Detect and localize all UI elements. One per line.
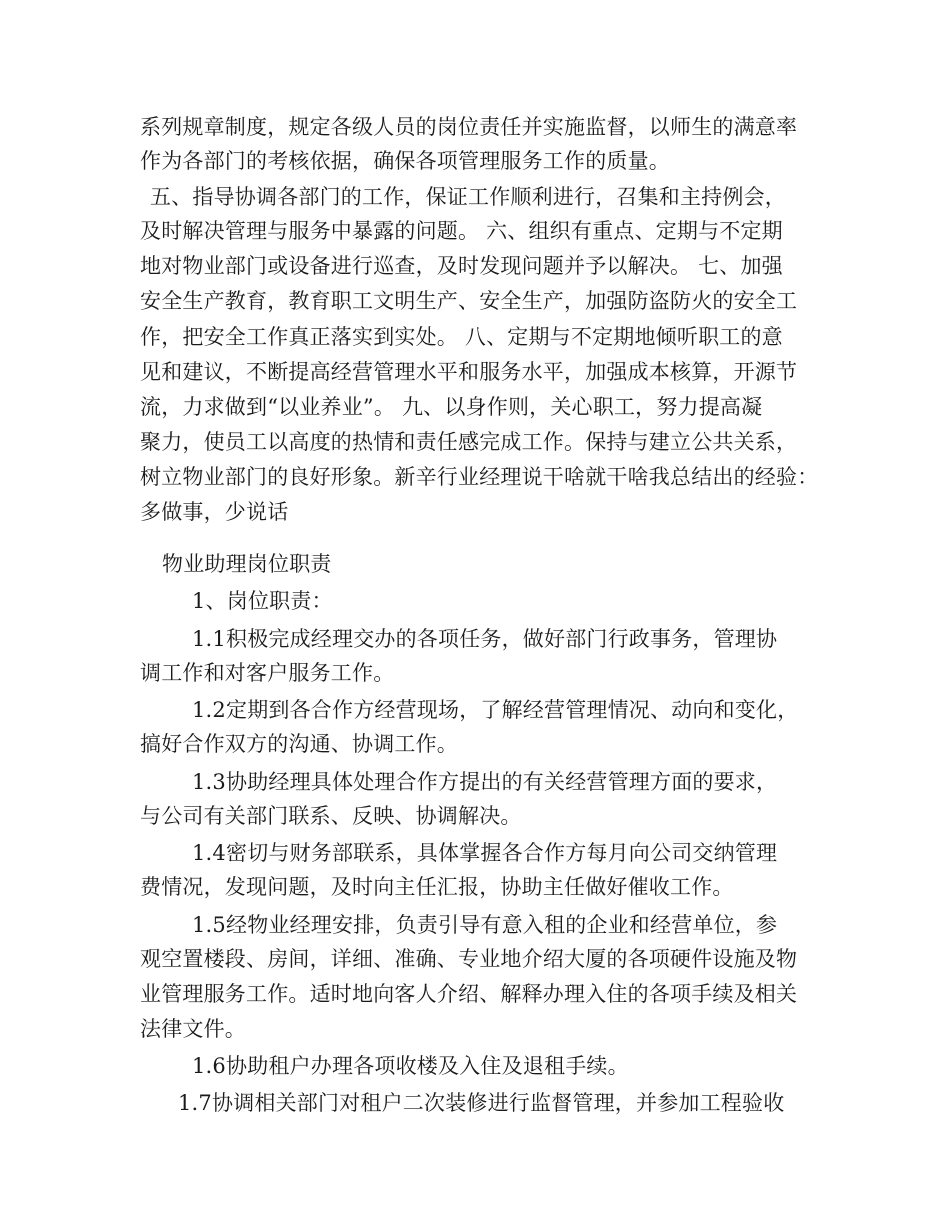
section-heading: 物业助理岗位职责 — [162, 552, 332, 576]
text-line: 1.3协助经理具体处理合作方提出的有关经营管理方面的要求， — [192, 770, 778, 794]
text-line: 观空置楼段、房间，详细、准确、专业地介绍大厦的各项硬件设施及物 — [140, 947, 798, 971]
text-line: 安全生产教育，教育职工文明生产、安全生产，加强防盗防火的安全工 — [140, 289, 798, 313]
text-line: 作，把安全工作真正落实到实处。 八、定期与不定期地倾听职工的意 — [140, 325, 783, 349]
subsection-heading: 1、岗位职责： — [192, 589, 333, 613]
text-line: 搞好合作双方的沟通、协调工作。 — [140, 732, 458, 756]
text-line: 地对物业部门或设备进行巡查，及时发现问题并予以解决。 七、加强 — [140, 254, 783, 278]
text-line: 系列规章制度，规定各级人员的岗位责任并实施监督，以师生的满意率 — [140, 115, 798, 139]
text-line: 1.4密切与财务部联系，具体掌握各合作方每月向公司交纳管理 — [192, 841, 778, 865]
text-line: 作为各部门的考核依据，确保各项管理服务工作的质量。 — [140, 149, 670, 173]
text-line: 费情况，发现问题，及时向主任汇报，协助主任做好催收工作。 — [140, 875, 734, 899]
text-line: 1.1积极完成经理交办的各项任务，做好部门行政事务，管理协 — [192, 627, 778, 651]
text-line: 1.2定期到各合作方经营现场，了解经营管理情况、动向和变化， — [192, 698, 799, 722]
text-line: 1.7协调相关部门对租户二次装修进行监督管理，并参加工程验收 — [178, 1091, 785, 1115]
text-line: 法律文件。 — [140, 1017, 246, 1041]
text-line: 1.6协助租户办理各项收楼及入住及退租手续。 — [192, 1054, 629, 1078]
text-line: 聚力，使员工以高度的热情和责任感完成工作。保持与建立公共关系， — [140, 430, 798, 454]
text-line: 1.5经物业经理安排，负责引导有意入租的企业和经营单位，参 — [192, 913, 778, 937]
text-line: 流，力求做到“以业养业”。 九、以身作则，关心职工，努力提高凝 — [140, 395, 763, 419]
text-line: 见和建议，不断提高经营管理水平和服务水平，加强成本核算，开源节 — [140, 360, 798, 384]
text-line: 业管理服务工作。适时地向客人介绍、解释办理入住的各项手续及相关 — [140, 982, 798, 1006]
text-line: 调工作和对客户服务工作。 — [140, 661, 395, 685]
text-line: 五、指导协调各部门的工作，保证工作顺利进行，召集和主持例会， — [150, 185, 786, 209]
text-line: 树立物业部门的良好形象。新辛行业经理说干啥就干啥我总结出的经验： — [140, 465, 819, 489]
text-line: 与公司有关部门联系、反映、协调解决。 — [140, 804, 522, 828]
text-line: 及时解决管理与服务中暴露的问题。 六、组织有重点、定期与不定期 — [140, 219, 783, 243]
text-line: 多做事，少说话 — [140, 500, 289, 524]
